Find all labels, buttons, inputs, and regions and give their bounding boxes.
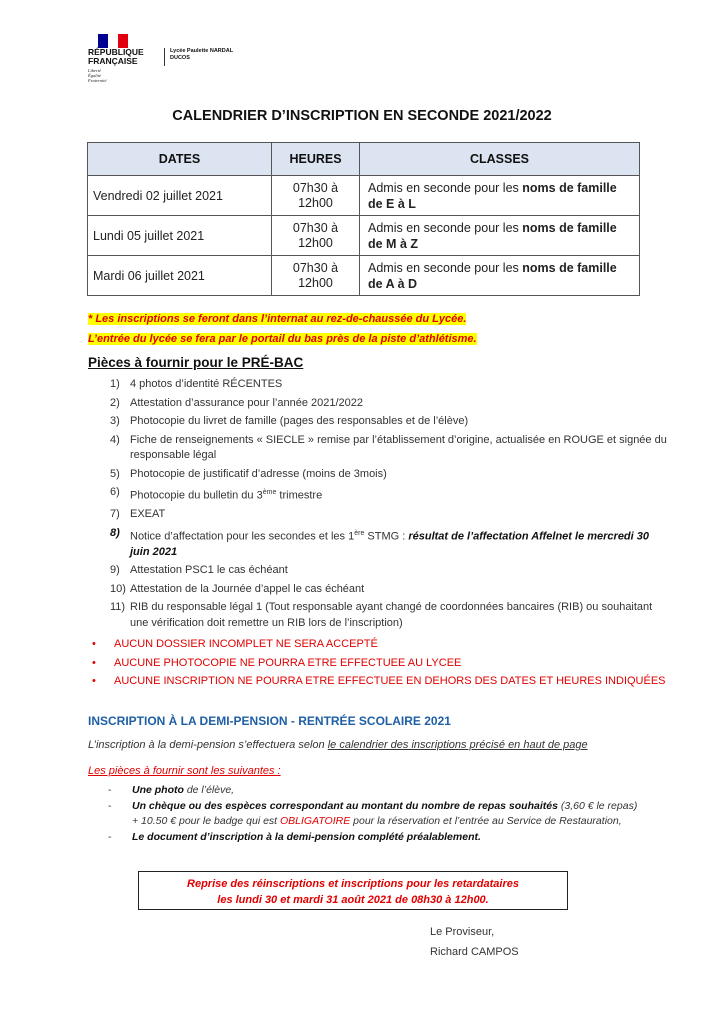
list-item: 4) Fiche de renseignements « SIECLE » remise par l’établissement d’origine, actualisée en ROUGE et signée du responsable légal bbox=[110, 433, 667, 461]
note-portail: L’entrée du lycée se fera par le portail du bas près de la piste d’athlétisme. bbox=[88, 333, 477, 345]
cell-date: Mardi 06 juillet 2021 bbox=[88, 256, 272, 296]
logo-separator bbox=[164, 48, 165, 66]
list-item: 6) Photocopie du bulletin du 3ème trimestre bbox=[110, 486, 323, 502]
table-row bbox=[88, 176, 640, 216]
list-item: 11) RIB du responsable légal 1 (Tout responsable ayant changé de coordonnées bancaires (RIB) ou souhaitant une vérification doit remettre un RIB lors de l’inscription) bbox=[110, 601, 653, 629]
table-row bbox=[88, 256, 640, 296]
header-heures: HEURES bbox=[272, 143, 360, 176]
page-title: CALENDRIER D’INSCRIPTION EN SECONDE 2021/2022 bbox=[172, 108, 552, 124]
header-dates: DATES bbox=[88, 143, 272, 176]
cell-class: Admis en seconde pour les noms de famille de E à L bbox=[360, 176, 640, 216]
list-item: 7) EXEAT bbox=[110, 508, 166, 521]
signature-name: Richard CAMPOS bbox=[430, 946, 519, 958]
list-item: 10) Attestation de la Journée d’appel le cas échéant bbox=[110, 582, 365, 595]
calendar-table bbox=[87, 142, 640, 296]
signature-role: Le Proviseur, bbox=[430, 926, 495, 938]
list-item: 8) Notice d’affectation pour les secondes et les 1ère STMG : résultat de l’affectation Affelnet le mercredi 30 juin 2021 bbox=[110, 526, 650, 558]
republic-line-2: FRANÇAISE bbox=[88, 56, 138, 66]
box-line-2: les lundi 30 et mardi 31 août 2021 de 08h30 à 12h00. bbox=[217, 894, 489, 906]
cell-hour: 07h30 à 12h00 bbox=[272, 176, 360, 216]
demi-pension-list bbox=[108, 783, 668, 845]
late-registration-box bbox=[138, 871, 568, 910]
republique-francaise-text bbox=[88, 48, 144, 66]
note-internat: * Les inscriptions se feront dans l’internat au rez-de-chaussée du Lycée. bbox=[88, 313, 467, 325]
list-item: 5) Photocopie de justificatif d’adresse (moins de 3mois) bbox=[110, 467, 387, 480]
school-line-1: Lycée Paulette NARDAL bbox=[170, 48, 234, 54]
table-header-row bbox=[88, 143, 640, 176]
marianne-logo bbox=[88, 34, 140, 48]
list-item: - Le document d’inscription à la demi-pension complété préalablement. bbox=[108, 830, 481, 843]
warning-item: • AUCUNE PHOTOCOPIE NE POURRA ETRE EFFECTUEE AU LYCEE bbox=[92, 656, 462, 669]
cell-date: Vendredi 02 juillet 2021 bbox=[88, 176, 272, 216]
demi-pension-title: INSCRIPTION À LA DEMI-PENSION - RENTRÉE SCOLAIRE 2021 bbox=[88, 714, 451, 728]
list-item: 9) Attestation PSC1 le cas échéant bbox=[110, 564, 288, 577]
motto-3: Fraternité bbox=[88, 78, 107, 83]
pieces-title: Pièces à fournir pour le PRÉ-BAC bbox=[88, 355, 304, 370]
warning-item: • AUCUNE INSCRIPTION NE POURRA ETRE EFFECTUEE EN DEHORS DES DATES ET HEURES INDIQUÉES bbox=[92, 675, 666, 687]
box-line-1: Reprise des réinscriptions et inscriptions pour les retardataires bbox=[187, 878, 519, 890]
table-row bbox=[88, 216, 640, 256]
motto bbox=[88, 68, 107, 83]
warning-item: • AUCUN DOSSIER INCOMPLET NE SERA ACCEPTÉ bbox=[92, 638, 378, 650]
motto-1: Liberté bbox=[88, 68, 101, 73]
school-line-2: DUCOS bbox=[170, 55, 190, 61]
demi-pension-intro: L’inscription à la demi-pension s’effectuera selon le calendrier des inscriptions précisé en haut de page bbox=[88, 739, 588, 751]
cell-class: Admis en seconde pour les noms de famille de M à Z bbox=[360, 216, 640, 256]
list-item: 2) Attestation d’assurance pour l’année 2021/2022 bbox=[110, 396, 364, 409]
pieces-list bbox=[110, 377, 670, 634]
header-classes: CLASSES bbox=[360, 143, 640, 176]
cell-hour: 07h30 à 12h00 bbox=[272, 256, 360, 296]
list-item: 1) 4 photos d’identité RÉCENTES bbox=[110, 378, 283, 390]
motto-2: Égalité bbox=[88, 73, 101, 78]
school-name bbox=[170, 48, 233, 62]
warnings-list bbox=[92, 635, 666, 691]
cell-hour: 07h30 à 12h00 bbox=[272, 216, 360, 256]
list-item: - Une photo de l’élève, bbox=[108, 784, 235, 796]
demi-pension-lead: Les pièces à fournir sont les suivantes : bbox=[88, 765, 281, 777]
republic-line-1: RÉPUBLIQUE bbox=[88, 47, 144, 57]
cell-date: Lundi 05 juillet 2021 bbox=[88, 216, 272, 256]
list-item: 3) Photocopie du livret de famille (pages des responsables et de l’élève) bbox=[110, 415, 469, 427]
cell-class: Admis en seconde pour les noms de famille de A à D bbox=[360, 256, 640, 296]
list-item: - Un chèque ou des espèces correspondant au montant du nombre de repas souhaités (3,60 € le repas) + 10.50 € pour le badge qui est OBLIGATOIRE pour la réservation et l’entrée au Service de Restauration, bbox=[108, 799, 638, 827]
